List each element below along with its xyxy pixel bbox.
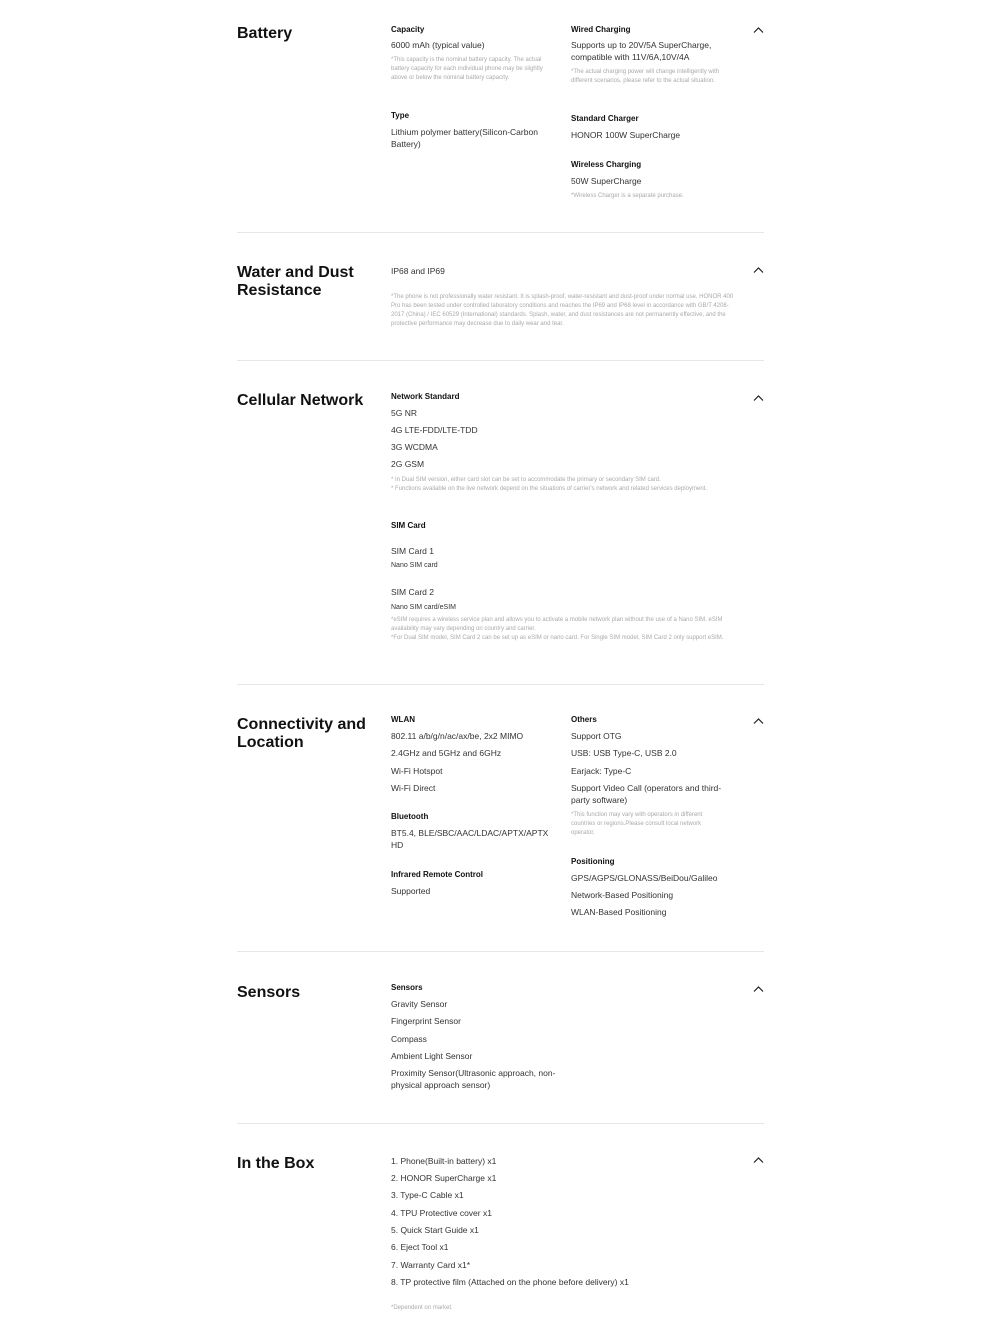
positioning-item: GPS/AGPS/GLONASS/BeiDou/Galileo <box>571 873 718 883</box>
chevron-up-icon[interactable] <box>753 26 764 34</box>
chevron-up-icon[interactable] <box>753 985 764 993</box>
capacity-note: *This capacity is the nominal battery capacity. The actual battery capacity for each individual phone may be slightly above or below the nominal battery capacity. <box>391 57 543 81</box>
sensor-item: Fingerprint Sensor <box>391 1016 461 1026</box>
section-divider <box>237 1123 764 1124</box>
connectivity-title: Connectivity and Location <box>237 716 366 751</box>
others-item: USB: USB Type-C, USB 2.0 <box>571 748 677 758</box>
network-standard-item: 2G GSM <box>391 459 425 469</box>
sensor-item: Gravity Sensor <box>391 999 448 1009</box>
sim1-value: Nano SIM card <box>391 562 438 569</box>
sim1-label: SIM Card 1 <box>391 546 434 556</box>
network-standard-item: 3G WCDMA <box>391 442 438 452</box>
sim-note: *eSIM requires a wireless service plan and allows you to activate a mobile network plan without the use of a Nano SIM. eSIM availability may vary depending on country and carrier. <box>391 617 723 632</box>
others-item: Support Video Call (operators and third-party software) <box>571 783 722 805</box>
section-divider <box>237 951 764 952</box>
positioning-item: WLAN-Based Positioning <box>571 907 667 917</box>
sensors-title: Sensors <box>237 984 301 1001</box>
network-standard-label: Network Standard <box>391 392 460 401</box>
others-label: Others <box>571 715 597 724</box>
box-note: *Dependent on market. <box>391 1305 453 1311</box>
network-note: * In Dual SIM version, either card slot can be set to accommodate the primary or secondary SIM card. <box>391 477 661 483</box>
box-item: 2. HONOR SuperCharge x1 <box>391 1173 497 1183</box>
box-item: 6. Eject Tool x1 <box>391 1242 449 1252</box>
sim-card-label: SIM Card <box>391 521 426 530</box>
sim2-label: SIM Card 2 <box>391 587 434 597</box>
infrared-value: Supported <box>391 886 431 896</box>
bluetooth-label: Bluetooth <box>391 812 429 821</box>
others-note: *This function may vary with operators in different countries or regions.Please consult local network operator. <box>571 812 703 836</box>
section-divider <box>237 684 764 685</box>
chevron-up-icon[interactable] <box>753 717 764 725</box>
box-item: 1. Phone(Built-in battery) x1 <box>391 1156 497 1166</box>
wlan-item: Wi-Fi Hotspot <box>391 766 443 776</box>
wireless-charging-label: Wireless Charging <box>571 160 642 169</box>
positioning-item: Network-Based Positioning <box>571 890 674 900</box>
others-item: Support OTG <box>571 731 622 741</box>
type-value: Lithium polymer battery(Silicon-Carbon Battery) <box>391 127 538 149</box>
water-title: Water and Dust Resistance <box>237 264 354 299</box>
sensors-label: Sensors <box>391 983 423 992</box>
section-divider <box>237 232 764 233</box>
sim2-value: Nano SIM card/eSIM <box>391 604 456 611</box>
sim-note: *For Dual SIM model, SIM Card 2 can be set up as eSIM or nano card. For Single SIM model, SIM Card 2 only support eSIM. <box>391 635 724 641</box>
positioning-label: Positioning <box>571 857 615 866</box>
type-label: Type <box>391 111 410 120</box>
wired-charging-value: Supports up to 20V/5A SuperCharge, compatible with 11V/6A,10V/4A <box>571 40 712 62</box>
box-item: 8. TP protective film (Attached on the phone before delivery) x1 <box>391 1277 629 1287</box>
box-item: 5. Quick Start Guide x1 <box>391 1225 479 1235</box>
chevron-up-icon[interactable] <box>753 1156 764 1164</box>
network-note: * Functions available on the live network depend on the situations of carrier's network and related services deployment. <box>391 486 707 492</box>
box-item: 3. Type-C Cable x1 <box>391 1190 464 1200</box>
water-value: IP68 and IP69 <box>391 266 445 276</box>
network-standard-item: 4G LTE-FDD/LTE-TDD <box>391 425 478 435</box>
section-divider <box>237 360 764 361</box>
wired-charging-label: Wired Charging <box>571 25 631 34</box>
standard-charger-value: HONOR 100W SuperCharge <box>571 130 681 140</box>
wireless-charging-note: *Wireless Charger is a separate purchase. <box>571 193 684 199</box>
water-note: *The phone is not professionally water resistant. It is splash-proof, water-resistant and dust-proof under normal use. HONOR 400 Pro has been tested under controlled laboratory conditions and reaches the IP69 and IP68 level in accordance with GB/T 4208-2017 (China) / IEC 60529 (International) standards. Splash, water, and dust resistances are not permanently effective, and the protective performance may decrease due to daily wear and tear. <box>391 294 734 327</box>
wlan-item: 2.4GHz and 5GHz and 6GHz <box>391 748 502 758</box>
standard-charger-label: Standard Charger <box>571 114 639 123</box>
cellular-title: Cellular Network <box>237 392 364 409</box>
in-the-box-title: In the Box <box>237 1155 315 1172</box>
box-item: 7. Warranty Card x1* <box>391 1260 471 1270</box>
sensor-item: Ambient Light Sensor <box>391 1051 473 1061</box>
box-item: 4. TPU Protective cover x1 <box>391 1208 492 1218</box>
chevron-up-icon[interactable] <box>753 266 764 274</box>
capacity-value: 6000 mAh (typical value) <box>391 40 485 50</box>
wired-charging-note: *The actual charging power will change intelligently with different scenarios, please refer to the actual situation. <box>571 69 720 84</box>
battery-title: Battery <box>237 25 293 42</box>
bluetooth-value: BT5.4, BLE/SBC/AAC/LDAC/APTX/APTX HD <box>391 828 549 850</box>
chevron-up-icon[interactable] <box>753 394 764 402</box>
infrared-label: Infrared Remote Control <box>391 870 484 879</box>
wlan-item: 802.11 a/b/g/n/ac/ax/be, 2x2 MIMO <box>391 731 524 741</box>
others-item: Earjack: Type-C <box>571 766 632 776</box>
wlan-item: Wi-Fi Direct <box>391 783 436 793</box>
capacity-label: Capacity <box>391 25 425 34</box>
sensor-item: Compass <box>391 1034 427 1044</box>
wlan-label: WLAN <box>391 715 415 724</box>
network-standard-item: 5G NR <box>391 408 417 418</box>
wireless-charging-value: 50W SuperCharge <box>571 176 642 186</box>
sensor-item: Proximity Sensor(Ultrasonic approach, non-physical approach sensor) <box>391 1068 556 1090</box>
